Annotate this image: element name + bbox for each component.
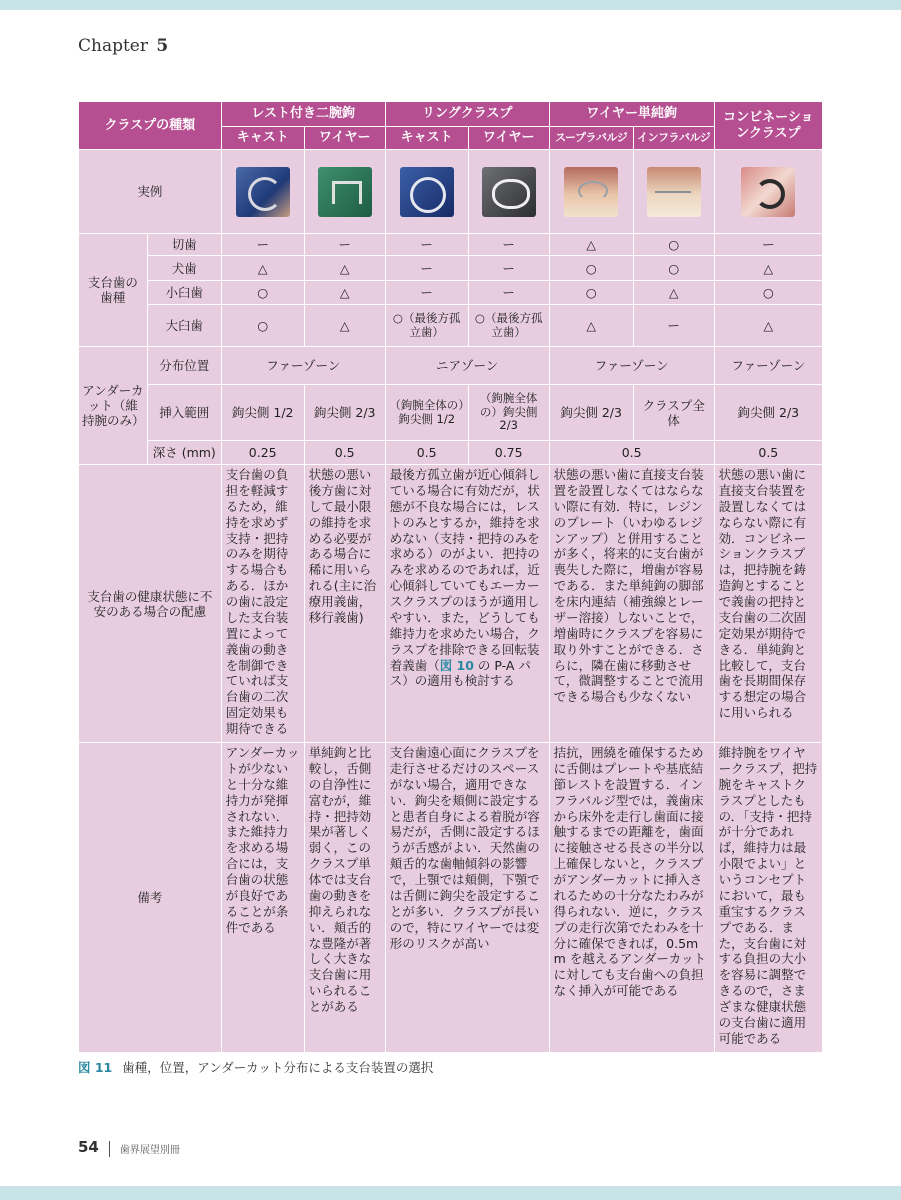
clasp-photo-image	[400, 167, 454, 217]
bottom-band	[0, 1186, 901, 1200]
table-cell: 状態の悪い歯に直接支台装置を設置しなくてはならない際に有効．コンビネーションクラスプは，把持腕を鋳造鉤とすることで義歯の把持と支台歯の二次固定効果が期待できる．単純鉤と比較して，支台歯を長期間保存する想定の場合に用いられる	[714, 465, 822, 743]
example-photo	[714, 150, 822, 234]
table-cell: △	[714, 305, 822, 347]
table-cell: ○	[221, 305, 304, 347]
undercut-distribution-label: 分布位置	[147, 347, 221, 385]
table-cell: ○（最後方孤立歯）	[468, 305, 549, 347]
table-cell	[385, 465, 549, 743]
header-infrabulge: インフラバルジ	[633, 127, 714, 150]
publication-name: 歯界展望別冊	[119, 1145, 180, 1156]
table-cell: ファーゾーン	[714, 347, 822, 385]
example-photo	[304, 150, 385, 234]
table-cell: 鉤尖側 1/2	[221, 385, 304, 441]
table-cell: 維持腕をワイヤークラスプ，把持腕をキャストクラスプとしたもの．「支持・把持が十分であれば，維持力は最小限でよい」というコンセプトにおいて，最も重宝するクラスプである．また，支台歯に対する負担の大小を容易に調整できるので，さまざまな健康状態の支台歯に適用可能である	[714, 743, 822, 1053]
table-cell: ー	[468, 256, 549, 281]
table-cell: 0.5	[304, 441, 385, 465]
clasp-selection-table	[78, 101, 823, 1053]
table-cell: 鉤尖側 2/3	[304, 385, 385, 441]
header-ring-clasp: リングクラスプ	[385, 102, 549, 127]
table-cell: （鉤腕全体の）鉤尖側 1/2	[385, 385, 468, 441]
figure-reference: 図 10	[439, 657, 474, 673]
example-photo	[385, 150, 468, 234]
table-cell: 0.5	[714, 441, 822, 465]
clasp-photo-image	[564, 167, 618, 217]
clasp-photo-image	[482, 167, 536, 217]
text-span: 最後方孤立歯が近心傾斜している場合に有効だが，状態が不良な場合には，レストのみとするか，維持を求めない（支持・把持のみを求める）のがよい．把持のみを求めるのであれば，近心傾斜していてもエーカースクラスプのほうが適用しやすい．また，どうしても維持力を求めたい場合，クラスプを排除できる回転装着義歯（	[389, 467, 540, 673]
header-rest-two-arm: レスト付き二腕鉤	[221, 102, 385, 127]
chapter-heading	[78, 36, 168, 56]
table-cell: 支台歯遠心面にクラスプを走行させるだけのスペースがない場合，適用できない．鉤尖を頬側に設定すると患者自身による着脱が容易だが，舌側に設定するほうが舌感がよい．天然歯の頬舌的な歯軸傾斜の影響で，上顎では頬側，下顎では舌側に鉤尖を設定することが多い．クラスプが長いので，特にワイヤーでは変形のリスクが高い	[385, 743, 549, 1053]
undercut-depth-label: 深さ (mm)	[147, 441, 221, 465]
clasp-photo-image	[236, 167, 290, 217]
table-cell: 0.75	[468, 441, 549, 465]
header-clasp-type: クラスプの種類	[79, 102, 222, 150]
table-cell: 単純鉤と比較し，舌側の自浄性に富むが，維持・把持効果が著しく弱く，このクラスプ単体では支台歯の動きを抑えられない．頬舌的な豊隆が著しく大きな支台歯に用いられることがある	[304, 743, 385, 1053]
header-wire-1: ワイヤー	[304, 127, 385, 150]
header-wire-simple: ワイヤー単純鉤	[549, 102, 714, 127]
table-cell: クラスプ全体	[633, 385, 714, 441]
table-cell: △	[633, 281, 714, 305]
table-cell: ー	[468, 281, 549, 305]
table-cell: △	[714, 256, 822, 281]
table-cell: ー	[633, 305, 714, 347]
table-cell: ○	[633, 234, 714, 256]
tooth-name: 大臼歯	[147, 305, 221, 347]
table-cell: ー	[468, 234, 549, 256]
chapter-word: Chapter	[78, 36, 148, 56]
table-cell: △	[304, 256, 385, 281]
figure-label: 図 11	[78, 1060, 113, 1075]
row-group-tooth-type: 支台歯の歯種	[79, 234, 148, 347]
table-cell: 0.5	[549, 441, 714, 465]
clasp-photo-image	[318, 167, 372, 217]
table-cell: ○（最後方孤立歯）	[385, 305, 468, 347]
table-cell: 拮抗，囲繞を確保するために舌側はプレートや基底結節レストを設置する．インフラバルジ型では，義歯床から床外を走行し歯面に接触するまでの距離を，歯面に接触させる長さの半分以上確保しないと，クラスプがアンダーカットに挿入されるための十分なたわみが得られない．逆に，クラスプの走行次第でたわみを十分に確保できれば，0.5mm を越えるアンダーカットに対しても支台歯への負担なく挿入が可能である	[549, 743, 714, 1053]
example-photo	[549, 150, 633, 234]
table-cell: ニアゾーン	[385, 347, 549, 385]
table-cell: 0.25	[221, 441, 304, 465]
footer-divider	[109, 1141, 110, 1157]
table-cell: ○	[221, 281, 304, 305]
table-cell: 状態の悪い後方歯に対して最小限の維持を求める必要がある場合に稀に用いられる(主に治療用義歯，移行義歯)	[304, 465, 385, 743]
row-group-undercut: アンダーカット（維持腕のみ）	[79, 347, 148, 465]
text-span: の P-A パス）の適用も検討する	[389, 657, 531, 689]
page-number: 54	[78, 1138, 99, 1156]
tooth-name: 犬歯	[147, 256, 221, 281]
table-cell: ー	[385, 256, 468, 281]
header-suprabulge: スープラバルジ	[549, 127, 633, 150]
row-label-health: 支台歯の健康状態に不安のある場合の配慮	[79, 465, 222, 743]
caption-text: 歯種，位置，アンダーカット分布による支台装置の選択	[122, 1060, 434, 1075]
table-cell: ○	[633, 256, 714, 281]
row-label-notes: 備考	[79, 743, 222, 1053]
header-cast-1: キャスト	[221, 127, 304, 150]
table-cell: （鉤腕全体の）鉤尖側 2/3	[468, 385, 549, 441]
table-cell: △	[221, 256, 304, 281]
clasp-photo-image	[647, 167, 701, 217]
figure-caption	[78, 1058, 433, 1076]
table-cell: ○	[549, 281, 633, 305]
header-combination: コンビネーションクラスプ	[714, 102, 822, 150]
table-cell: 鉤尖側 2/3	[549, 385, 633, 441]
table-cell: ー	[221, 234, 304, 256]
table-cell: ○	[714, 281, 822, 305]
example-photo	[221, 150, 304, 234]
table-cell: 支台歯の負担を軽減するため，維持を求めず支持・把持のみを期待する場合もある．ほかの歯に設定した支台装置によって義歯の動きを制御できていれば支台歯の二次固定効果も期待できる	[221, 465, 304, 743]
table-cell: △	[549, 305, 633, 347]
table-cell: ○	[549, 256, 633, 281]
example-photo	[633, 150, 714, 234]
table-cell: 鉤尖側 2/3	[714, 385, 822, 441]
page-footer	[78, 1138, 180, 1157]
table-cell: ー	[304, 234, 385, 256]
table-cell: ー	[385, 234, 468, 256]
tooth-name: 切歯	[147, 234, 221, 256]
chapter-number: 5	[156, 36, 169, 56]
header-wire-2: ワイヤー	[468, 127, 549, 150]
example-photo	[468, 150, 549, 234]
row-label-example: 実例	[79, 150, 222, 234]
table-cell: アンダーカットが少ないと十分な維持力が発揮されない．また維持力を求める場合には，支台歯の状態が良好であることが条件である	[221, 743, 304, 1053]
table-cell: ー	[714, 234, 822, 256]
table-cell: △	[549, 234, 633, 256]
top-band	[0, 0, 901, 10]
header-cast-2: キャスト	[385, 127, 468, 150]
table-cell: △	[304, 281, 385, 305]
table-cell: △	[304, 305, 385, 347]
table-cell: ファーゾーン	[549, 347, 714, 385]
clasp-photo-image	[741, 167, 795, 217]
table-cell: ー	[385, 281, 468, 305]
table-cell: ファーゾーン	[221, 347, 385, 385]
table-cell: 状態の悪い歯に直接支台装置を設置しなくてはならない際に有効．特に，レジンのプレート（いわゆるレジンアップ）と併用することが多く，将来的に支台歯が喪失した際に，増歯が容易である．また単純鉤の脚部を床内連結（補強線とレーザー溶接）しないことで，増歯時にクラスプを容易に取り外すことができる．さらに，隣在歯に移動させて，微調整することで流用できる場合も少なくない	[549, 465, 714, 743]
table-cell: 0.5	[385, 441, 468, 465]
undercut-insertion-label: 挿入範囲	[147, 385, 221, 441]
tooth-name: 小臼歯	[147, 281, 221, 305]
